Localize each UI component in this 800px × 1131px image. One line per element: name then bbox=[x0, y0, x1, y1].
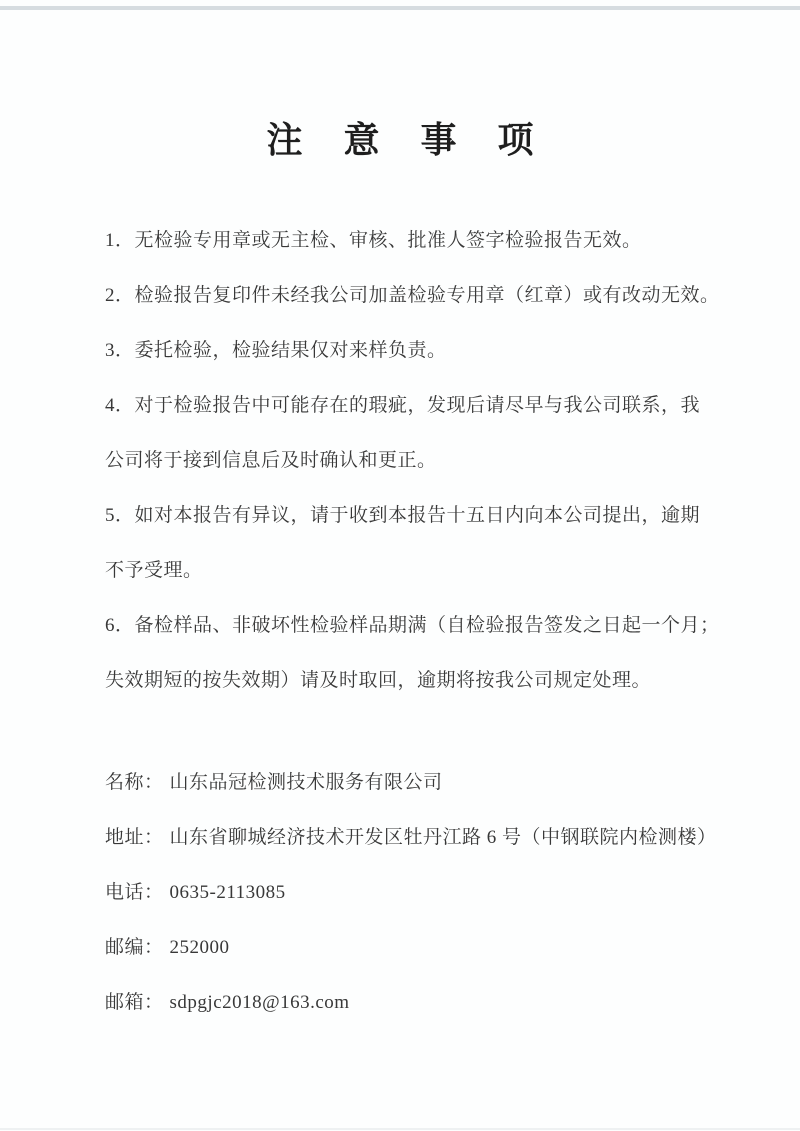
note-4-line-2: 公司将于接到信息后及时确认和更正。 bbox=[105, 450, 437, 471]
contact-email-value: sdpgjc2018@163.com bbox=[169, 992, 350, 1013]
note-6-line-2: 失效期短的按失效期）请及时取回，逾期将按我公司规定处理。 bbox=[105, 670, 652, 691]
contact-email-row bbox=[105, 990, 745, 1045]
contact-postcode-value: 252000 bbox=[169, 937, 230, 958]
note-5-line-1: 5．如对本报告有异议，请于收到本报告十五日内向本公司提出，逾期 bbox=[105, 505, 701, 526]
scan-artifact-top-edge bbox=[0, 6, 800, 10]
contact-address-row bbox=[105, 825, 745, 880]
note-5-line-2: 不予受理。 bbox=[105, 560, 203, 581]
contact-address-value: 山东省聊城经济技术开发区牡丹江路 6 号（中钢联院内检测楼） bbox=[169, 827, 717, 848]
contact-phone-label: 电话： bbox=[105, 882, 164, 903]
page-title: 注 意 事 项 bbox=[266, 120, 550, 160]
contact-address-label: 地址： bbox=[105, 827, 164, 848]
scan-artifact-bottom-edge bbox=[0, 1128, 800, 1130]
contact-email-label: 邮箱： bbox=[105, 992, 164, 1013]
note-4-line-1: 4．对于检验报告中可能存在的瑕疵，发现后请尽早与我公司联系，我 bbox=[105, 395, 701, 416]
contact-name-value: 山东品冠检测技术服务有限公司 bbox=[169, 772, 443, 793]
contact-name-row bbox=[105, 770, 745, 825]
contact-phone-row bbox=[105, 880, 745, 935]
note-6-line-1: 6．备检样品、非破坏性检验样品期满（自检验报告签发之日起一个月； bbox=[105, 615, 720, 636]
note-2-line-1: 2．检验报告复印件未经我公司加盖检验专用章（红章）或有改动无效。 bbox=[105, 285, 720, 306]
contact-name-label: 名称： bbox=[105, 772, 164, 793]
notes-list bbox=[105, 228, 725, 723]
contact-phone-value: 0635-2113085 bbox=[169, 882, 286, 903]
contact-info bbox=[105, 770, 745, 1045]
contact-postcode-row bbox=[105, 935, 745, 990]
note-1-line-1: 1．无检验专用章或无主检、审核、批准人签字检验报告无效。 bbox=[105, 230, 642, 251]
contact-postcode-label: 邮编： bbox=[105, 937, 164, 958]
note-3-line-1: 3．委托检验，检验结果仅对来样负责。 bbox=[105, 340, 447, 361]
